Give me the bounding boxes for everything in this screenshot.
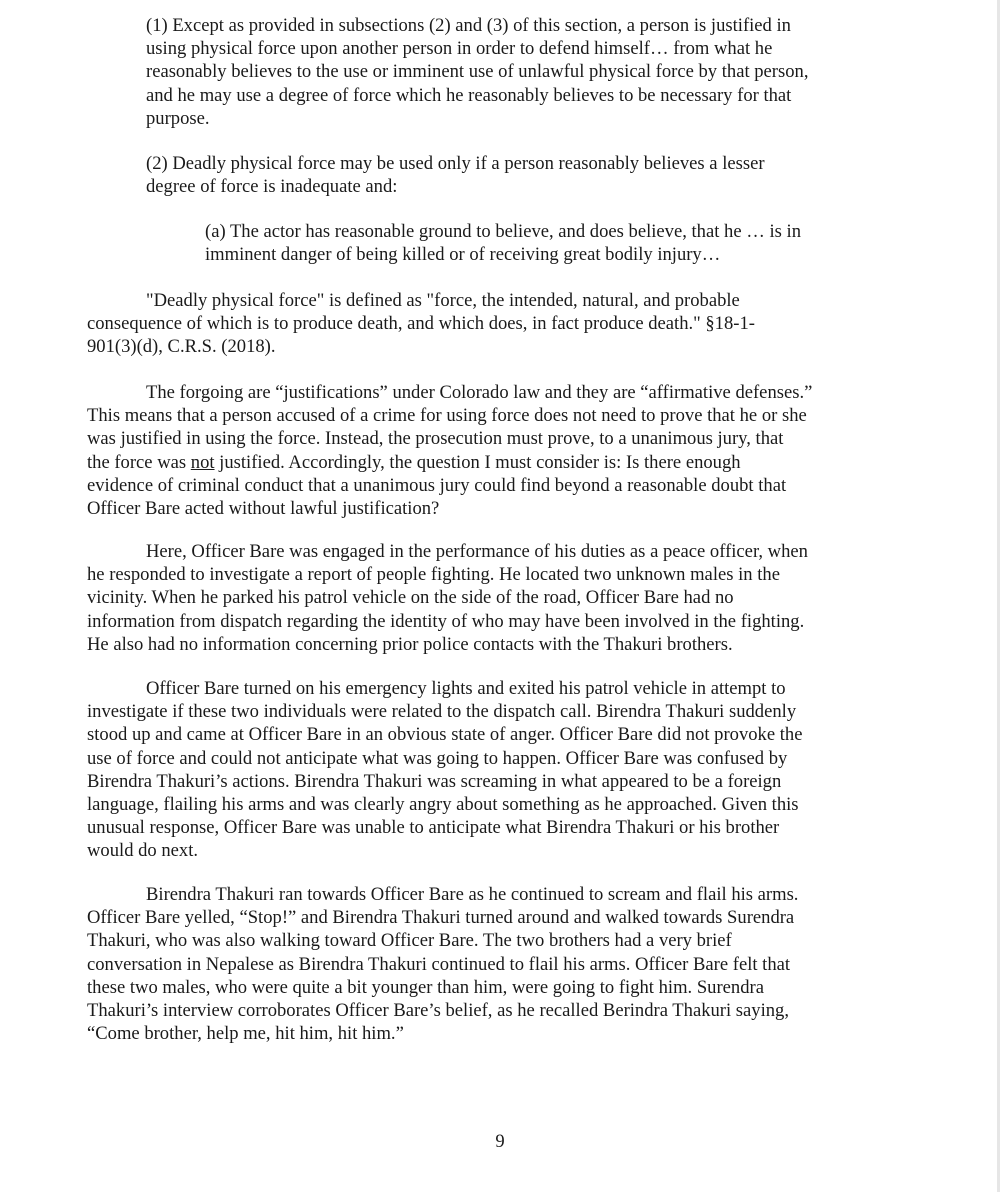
text-line: (1) Except as provided in subsections (2) and (3) of this section, a person is justified in (146, 15, 791, 36)
text-line: and he may use a degree of force which he reasonably believes to be necessary for that (146, 84, 792, 106)
text-segment: the force was (87, 451, 191, 473)
text-line: Officer Bare turned on his emergency lights and exited his patrol vehicle in attempt to (146, 678, 786, 699)
statute-subsection-2 (146, 152, 765, 198)
paragraph-definition (87, 289, 755, 359)
text-line: "Deadly physical force" is defined as "force, the intended, natural, and probable (146, 290, 740, 311)
statute-subsection-1 (146, 14, 808, 130)
text-line: investigate if these two individuals were related to the dispatch call. Birendra Thakuri suddenly (87, 701, 797, 723)
text-line: conversation in Nepalese as Birendra Thakuri continued to flail his arms. Officer Bare felt that (87, 953, 791, 975)
text-line: Officer Bare yelled, “Stop!” and Birendra Thakuri turned around and walked towards Surendra (87, 907, 795, 929)
text-line: (2) Deadly physical force may be used only if a person reasonably believes a lesser (146, 153, 765, 174)
text-line: Birendra Thakuri ran towards Officer Bare as he continued to scream and flail his arms. (146, 884, 799, 905)
underlined-word: not (190, 451, 215, 473)
text-line: “Come brother, help me, hit him, hit him.” (87, 1023, 404, 1045)
text-line: evidence of criminal conduct that a unanimous jury could find beyond a reasonable doubt that (87, 474, 787, 496)
text-line: Thakuri’s interview corroborates Officer Bare’s belief, as he recalled Berindra Thakuri saying, (87, 1000, 789, 1022)
text-line: imminent danger of being killed or of receiving great bodily injury… (205, 244, 721, 266)
text-line: Here, Officer Bare was engaged in the performance of his duties as a peace officer, when (146, 541, 808, 562)
statute-subsection-2a (205, 220, 801, 266)
text-line: purpose. (146, 107, 210, 129)
paragraph-ran-towards (87, 883, 798, 1045)
text-line: reasonably believes to the use or imminent use of unlawful physical force by that person, (146, 61, 809, 83)
text-line: Birendra Thakuri’s actions. Birendra Thakuri was screaming in what appeared to be a foreign (87, 770, 782, 792)
text-segment: justified. Accordingly, the question I must consider is: Is there enough (214, 451, 741, 473)
text-line: would do next. (87, 840, 199, 862)
text-line: was justified in using the force. Instead, the prosecution must prove, to a unanimous jury, that (87, 428, 784, 450)
text-line: He also had no information concerning prior police contacts with the Thakuri brothers. (87, 633, 733, 655)
text-line: these two males, who were quite a bit younger than him, were going to fight him. Surendra (87, 976, 764, 998)
text-line: using physical force upon another person in order to defend himself… from what he (146, 38, 773, 60)
paragraph-emergency-lights (87, 677, 802, 863)
text-line: vicinity. When he parked his patrol vehicle on the side of the road, Officer Bare had no (87, 587, 734, 609)
text-line: he responded to investigate a report of people fighting. He located two unknown males in the (87, 564, 780, 586)
text-line: consequence of which is to produce death, and which does, in fact produce death." §18-1- (87, 313, 755, 335)
text-line: stood up and came at Officer Bare in an obvious state of anger. Officer Bare did not provoke the (87, 724, 803, 746)
text-line: (a) The actor has reasonable ground to believe, and does believe, that he … is in (205, 221, 801, 242)
paragraph-duties (87, 540, 808, 656)
text-line: language, flailing his arms and was clearly angry about something as he approached. Given this (87, 794, 799, 816)
text-line: The forgoing are “justifications” under Colorado law and they are “affirmative defenses.” (146, 382, 813, 403)
text-line: Officer Bare acted without lawful justification? (87, 498, 440, 520)
text-line: information from dispatch regarding the identity of who may have been involved in the fighting. (87, 610, 805, 632)
page-number: 9 (495, 1131, 505, 1152)
text-line: Thakuri, who was also walking toward Officer Bare. The two brothers had a very brief (87, 930, 732, 952)
text-line-with-underline (87, 451, 812, 474)
text-line: unusual response, Officer Bare was unable to anticipate what Birendra Thakuri or his brother (87, 817, 780, 839)
text-line: degree of force is inadequate and: (146, 176, 398, 198)
text-line: use of force and could not anticipate what was going to happen. Officer Bare was confused by (87, 747, 788, 769)
text-line: This means that a person accused of a crime for using force does not need to prove that he or she (87, 405, 807, 427)
text-line: 901(3)(d), C.R.S. (2018). (87, 336, 276, 358)
paragraph-justifications (87, 381, 812, 520)
